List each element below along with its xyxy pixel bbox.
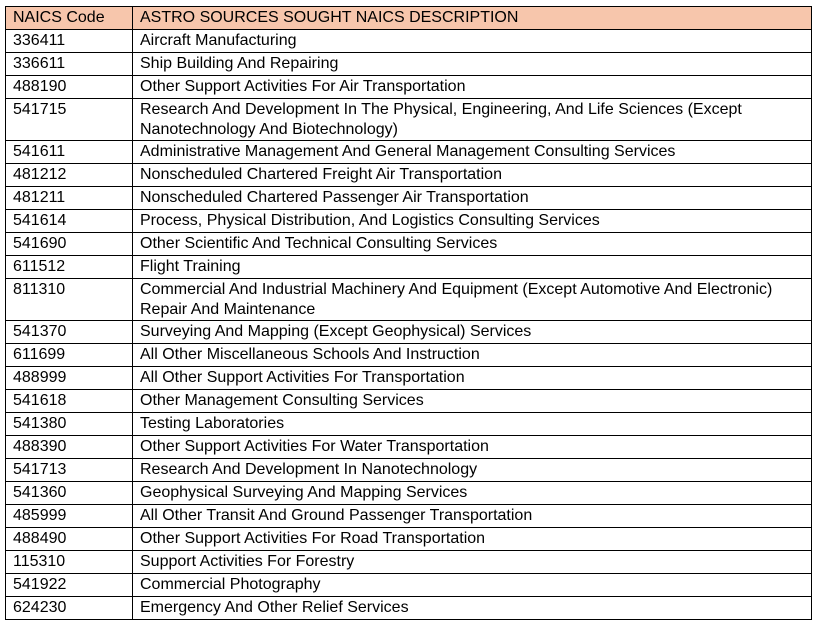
naics-code-cell: 541611 (6, 141, 133, 164)
naics-description-cell: All Other Transit And Ground Passenger Transportation (133, 505, 812, 528)
naics-code-cell: 485999 (6, 505, 133, 528)
naics-code-cell: 488999 (6, 367, 133, 390)
naics-description-cell: Process, Physical Distribution, And Logistics Consulting Services (133, 210, 812, 233)
naics-description-cell: Ship Building And Repairing (133, 53, 812, 76)
naics-description-cell: Support Activities For Forestry (133, 551, 812, 574)
naics-description-cell: Testing Laboratories (133, 413, 812, 436)
naics-description-cell: Other Support Activities For Water Transportation (133, 436, 812, 459)
naics-code-cell: 488490 (6, 528, 133, 551)
naics-description-cell: Other Scientific And Technical Consulting Services (133, 233, 812, 256)
naics-code-cell: 541614 (6, 210, 133, 233)
table-row (6, 187, 812, 210)
header-naics-code: NAICS Code (6, 7, 133, 30)
table-row (6, 233, 812, 256)
naics-code-cell: 541618 (6, 390, 133, 413)
naics-description-cell: Surveying And Mapping (Except Geophysical) Services (133, 321, 812, 344)
table-row (6, 505, 812, 528)
naics-description-cell: Research And Development In Nanotechnology (133, 459, 812, 482)
table-row (6, 413, 812, 436)
header-naics-description: ASTRO SOURCES SOUGHT NAICS DESCRIPTION (133, 7, 812, 30)
naics-code-cell: 488190 (6, 76, 133, 99)
naics-code-cell: 488390 (6, 436, 133, 459)
naics-description-cell: Commercial And Industrial Machinery And Equipment (Except Automotive And Electronic) Repair And Maintenance (133, 279, 812, 321)
table-row (6, 574, 812, 597)
table-row (6, 367, 812, 390)
table-row (6, 436, 812, 459)
naics-description-cell: Commercial Photography (133, 574, 812, 597)
table-row (6, 279, 812, 321)
naics-description-cell: Geophysical Surveying And Mapping Services (133, 482, 812, 505)
naics-description-cell: Nonscheduled Chartered Freight Air Transportation (133, 164, 812, 187)
naics-table (5, 6, 812, 620)
naics-code-cell: 541380 (6, 413, 133, 436)
table-row (6, 53, 812, 76)
naics-code-cell: 541360 (6, 482, 133, 505)
naics-table-container (5, 6, 812, 620)
table-row (6, 321, 812, 344)
table-row (6, 528, 812, 551)
naics-description-cell: Other Support Activities For Road Transportation (133, 528, 812, 551)
naics-code-cell: 541713 (6, 459, 133, 482)
naics-description-cell: Administrative Management And General Management Consulting Services (133, 141, 812, 164)
table-row (6, 344, 812, 367)
naics-description-cell: All Other Miscellaneous Schools And Instruction (133, 344, 812, 367)
naics-code-cell: 624230 (6, 597, 133, 620)
naics-description-cell: Other Management Consulting Services (133, 390, 812, 413)
naics-code-cell: 541690 (6, 233, 133, 256)
table-row (6, 390, 812, 413)
table-row (6, 164, 812, 187)
naics-description-cell: Emergency And Other Relief Services (133, 597, 812, 620)
naics-code-cell: 115310 (6, 551, 133, 574)
naics-code-cell: 336611 (6, 53, 133, 76)
table-row (6, 597, 812, 620)
naics-code-cell: 541922 (6, 574, 133, 597)
table-row (6, 551, 812, 574)
naics-description-cell: Flight Training (133, 256, 812, 279)
table-row (6, 30, 812, 53)
naics-code-cell: 481212 (6, 164, 133, 187)
table-row (6, 256, 812, 279)
table-row (6, 141, 812, 164)
table-row (6, 76, 812, 99)
table-header-row (6, 7, 812, 30)
naics-code-cell: 611512 (6, 256, 133, 279)
naics-code-cell: 336411 (6, 30, 133, 53)
table-row (6, 210, 812, 233)
table-row (6, 482, 812, 505)
naics-description-cell: Research And Development In The Physical, Engineering, And Life Sciences (Except Nanotechnology And Biotechnology) (133, 99, 812, 141)
naics-description-cell: Aircraft Manufacturing (133, 30, 812, 53)
naics-code-cell: 481211 (6, 187, 133, 210)
naics-code-cell: 541370 (6, 321, 133, 344)
naics-code-cell: 541715 (6, 99, 133, 141)
naics-code-cell: 611699 (6, 344, 133, 367)
table-row (6, 459, 812, 482)
table-row (6, 99, 812, 141)
naics-code-cell: 811310 (6, 279, 133, 321)
naics-description-cell: All Other Support Activities For Transportation (133, 367, 812, 390)
naics-description-cell: Other Support Activities For Air Transportation (133, 76, 812, 99)
naics-description-cell: Nonscheduled Chartered Passenger Air Transportation (133, 187, 812, 210)
table-body (6, 30, 812, 620)
